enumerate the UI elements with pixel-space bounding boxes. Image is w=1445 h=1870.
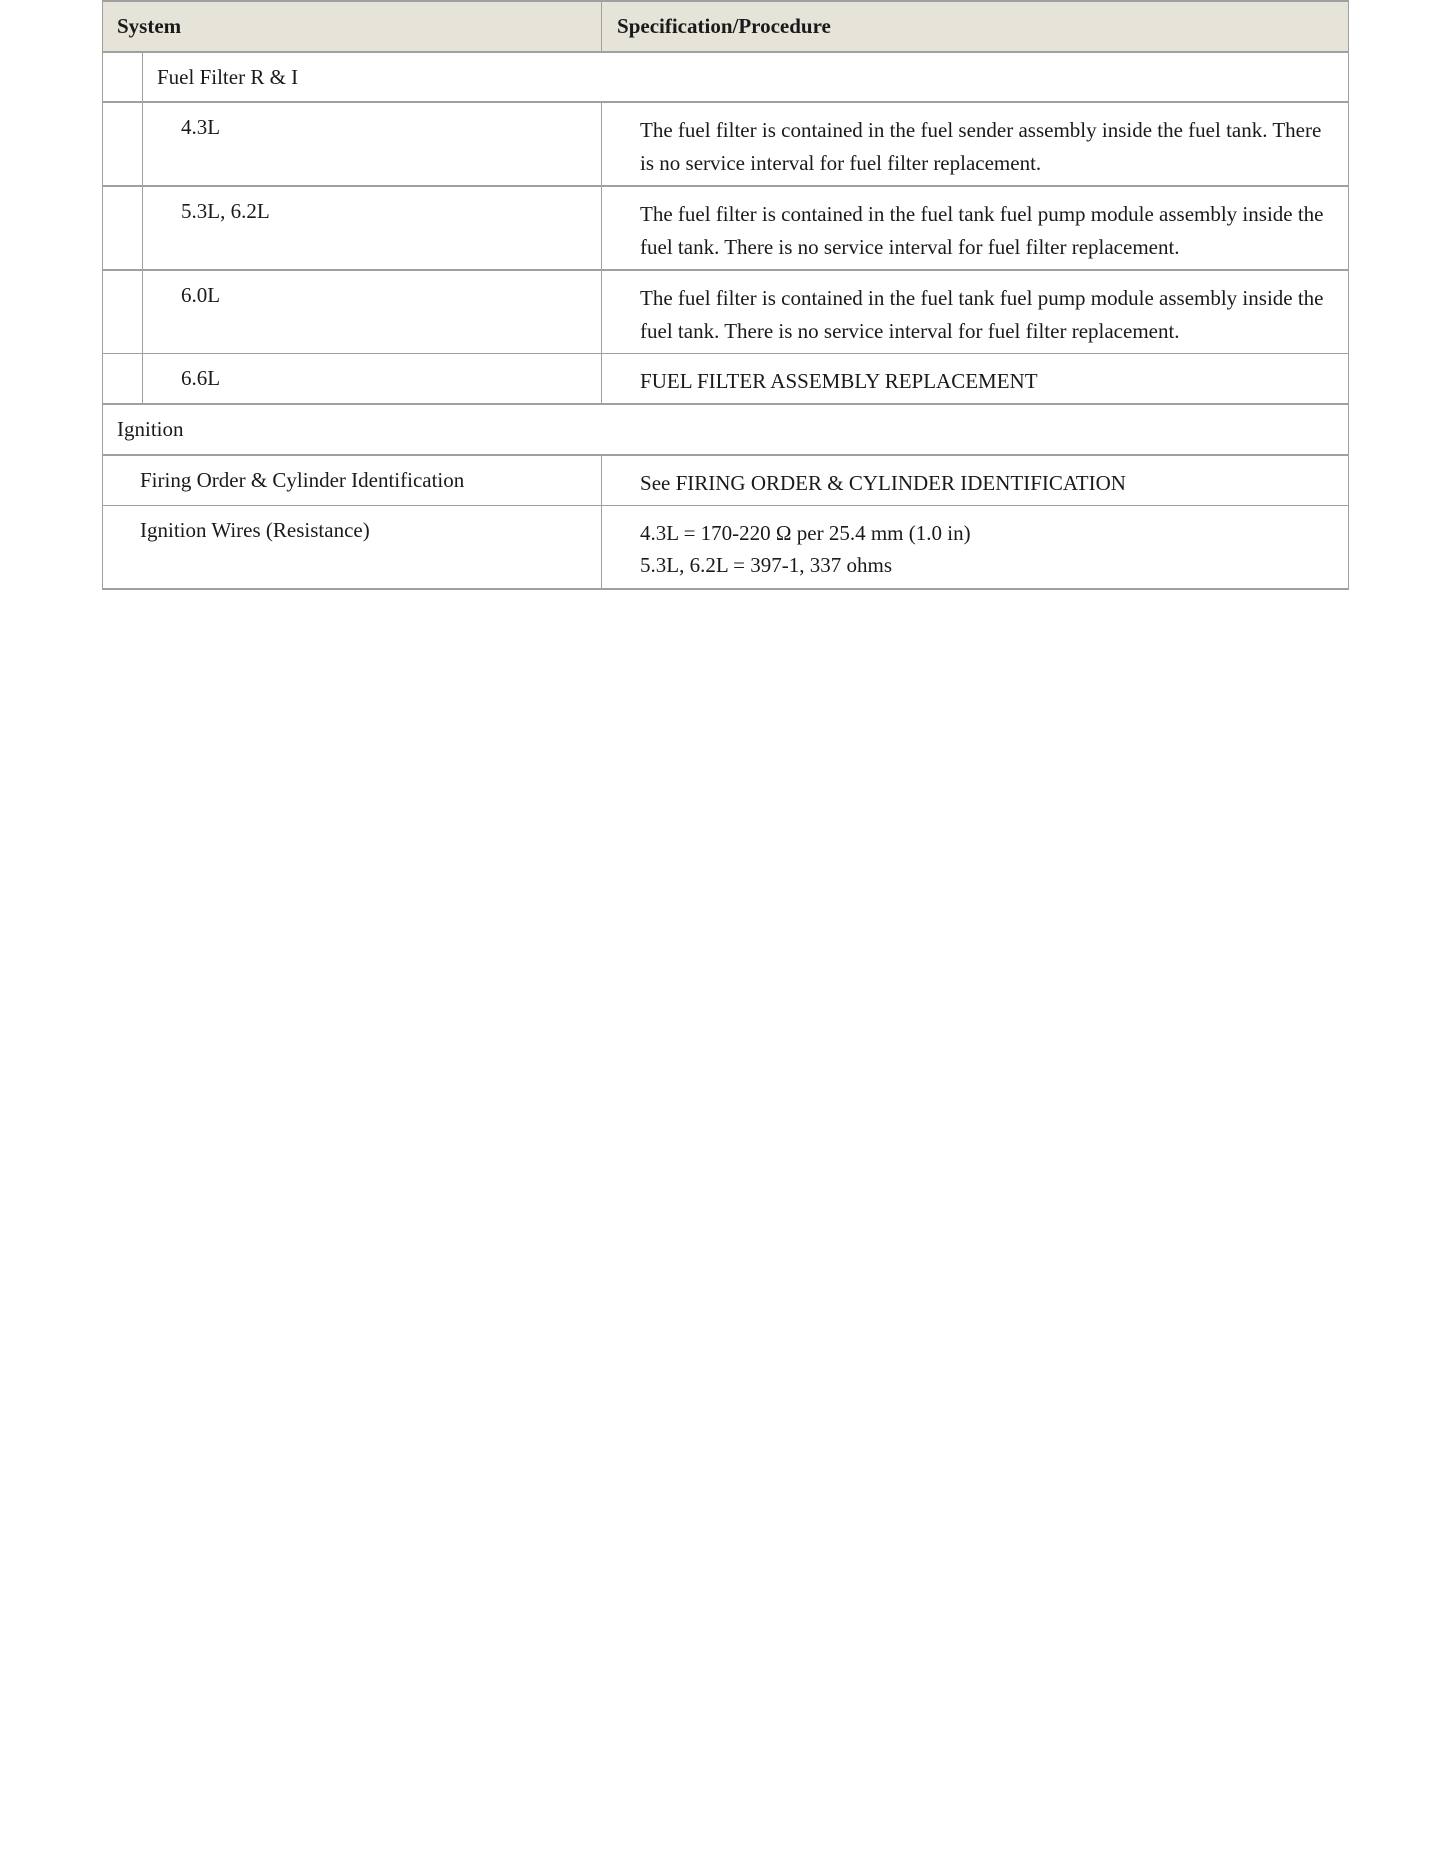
indent-gutter [103,102,143,186]
table-row [103,270,1349,354]
fuel-filter-heading: Fuel Filter R & I [143,52,1349,102]
system-cell: 4.3L [143,102,602,186]
spec-line: 5.3L, 6.2L = 397-1, 337 ohms [640,553,892,577]
ignition-heading-row [103,404,1349,455]
spec-cell: See FIRING ORDER & CYLINDER IDENTIFICATION [602,455,1349,506]
spec-line: 4.3L = 170-220 Ω per 25.4 mm (1.0 in) [640,521,971,545]
table-row [103,506,1349,590]
system-cell: Ignition Wires (Resistance) [103,506,602,590]
indent-gutter [103,354,143,405]
fuel-filter-heading-row [103,52,1349,102]
indent-gutter [103,270,143,354]
spec-cell: The fuel filter is contained in the fuel sender assembly inside the fuel tank. There is no service interval for fuel filter replacement. [602,102,1349,186]
system-cell: Firing Order & Cylinder Identification [103,455,602,506]
spec-cell: The fuel filter is contained in the fuel tank fuel pump module assembly inside the fuel tank. There is no service interval for fuel filter replacement. [602,186,1349,270]
spec-cell [602,506,1349,590]
ignition-heading: Ignition [103,404,1349,455]
system-cell: 5.3L, 6.2L [143,186,602,270]
table-row [103,455,1349,506]
table-row [103,102,1349,186]
column-header-system: System [103,1,602,52]
specification-table [102,0,1349,590]
table-row [103,186,1349,270]
spec-cell: The fuel filter is contained in the fuel tank fuel pump module assembly inside the fuel tank. There is no service interval for fuel filter replacement. [602,270,1349,354]
system-cell: 6.0L [143,270,602,354]
table-row [103,354,1349,405]
indent-gutter [103,52,143,102]
spec-cell: FUEL FILTER ASSEMBLY REPLACEMENT [602,354,1349,405]
system-cell: 6.6L [143,354,602,405]
table-header-row [103,1,1349,52]
column-header-specification: Specification/Procedure [602,1,1349,52]
indent-gutter [103,186,143,270]
